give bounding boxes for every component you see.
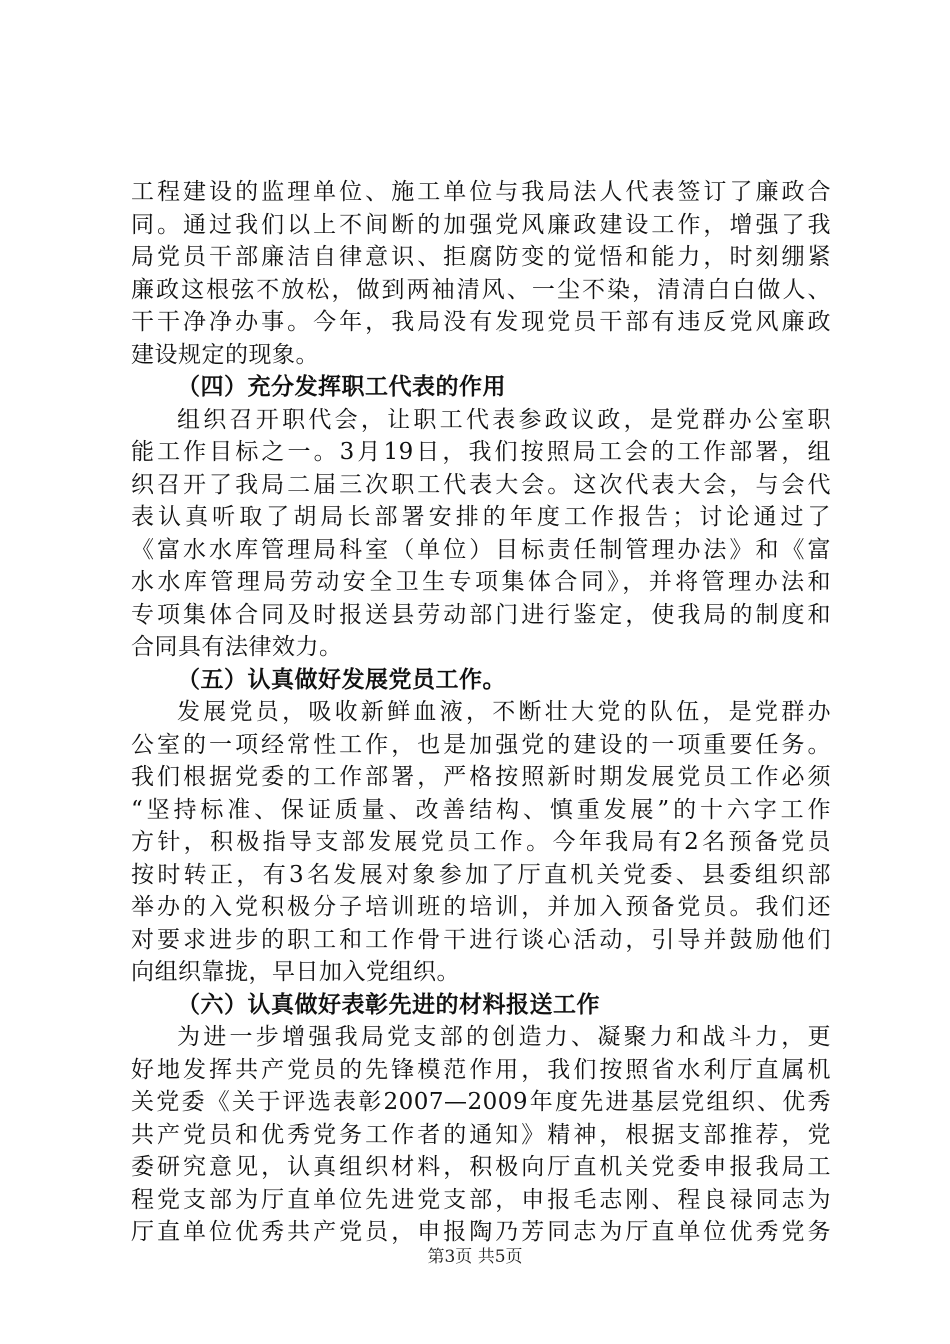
text-line: 共产党员和优秀党务工作者的通知》精神，根据支部推荐，党 bbox=[131, 1121, 831, 1148]
text-line: 组织召开职代会，让职工代表参政议政，是党群办公室职 bbox=[177, 406, 831, 433]
text-line: 好地发挥共产党员的先锋模范作用，我们按照省水利厅直属机 bbox=[131, 1056, 831, 1083]
section-heading: （五）认真做好发展党员工作。 bbox=[177, 666, 506, 693]
text-line: 对要求进步的职工和工作骨干进行谈心活动，引导并鼓励他们 bbox=[131, 926, 831, 953]
page-footer: 第3页 共5页 bbox=[427, 1247, 523, 1267]
text-line: 我们根据党委的工作部署，严格按照新时期发展党员工作必须 bbox=[131, 764, 831, 790]
text-line: 发展党员，吸收新鲜血液，不断壮大党的队伍，是党群办 bbox=[177, 699, 831, 725]
section-heading: （六）认真做好表彰先进的材料报送工作 bbox=[177, 991, 600, 1018]
text-line: 向组织靠拢，早日加入党组织。 bbox=[131, 959, 460, 985]
text-line: 厅直单位优秀共产党员，申报陶乃芳同志为厅直单位优秀党务 bbox=[131, 1219, 831, 1245]
document-body bbox=[131, 176, 831, 1249]
text-line: 同。通过我们以上不间断的加强党风廉政建设工作，增强了我 bbox=[131, 211, 831, 238]
text-line: 能工作目标之一。3月19日，我们按照局工会的工作部署，组 bbox=[131, 439, 831, 465]
text-line: 公室的一项经常性工作，也是加强党的建设的一项重要任务。 bbox=[131, 731, 831, 758]
text-line: “坚持标准、保证质量、改善结构、慎重发展”的十六字工作 bbox=[131, 796, 831, 823]
text-line: 局党员干部廉洁自律意识、拒腐防变的觉悟和能力，时刻绷紧 bbox=[131, 244, 831, 270]
text-line: 合同具有法律效力。 bbox=[131, 634, 343, 660]
text-line: 关党委《关于评选表彰2007—2009年度先进基层党组织、优秀 bbox=[131, 1089, 831, 1115]
text-line: 水水库管理局劳动安全卫生专项集体合同》，并将管理办法和 bbox=[131, 569, 831, 595]
text-line: 织召开了我局二届三次职工代表大会。这次代表大会，与会代 bbox=[131, 471, 831, 498]
text-line: 程党支部为厅直单位先进党支部，申报毛志刚、程良禄同志为 bbox=[131, 1186, 831, 1213]
text-line: 表认真听取了胡局长部署安排的年度工作报告；讨论通过了 bbox=[131, 504, 831, 530]
text-line: 为进一步增强我局党支部的创造力、凝聚力和战斗力，更 bbox=[177, 1024, 831, 1050]
text-line: 干干净净办事。今年，我局没有发现党员干部有违反党风廉政 bbox=[131, 309, 831, 335]
text-line: 委研究意见，认真组织材料，积极向厅直机关党委申报我局工 bbox=[131, 1154, 831, 1180]
text-line: 《富水水库管理局科室（单位）目标责任制管理办法》和《富 bbox=[131, 536, 831, 563]
text-line: 建设规定的现象。 bbox=[131, 341, 319, 368]
text-line: 举办的入党积极分子培训班的培训，并加入预备党员。我们还 bbox=[131, 894, 831, 920]
text-line: 方针，积极指导支部发展党员工作。今年我局有2名预备党员 bbox=[131, 829, 831, 855]
section-heading: （四）充分发挥职工代表的作用 bbox=[177, 374, 506, 400]
text-line: 工程建设的监理单位、施工单位与我局法人代表签订了廉政合 bbox=[131, 179, 831, 205]
text-line: 按时转正，有3名发展对象参加了厅直机关党委、县委组织部 bbox=[131, 861, 831, 888]
text-line: 专项集体合同及时报送县劳动部门进行鉴定，使我局的制度和 bbox=[131, 601, 831, 628]
text-line: 廉政这根弦不放松，做到两袖清风、一尘不染，清清白白做人、 bbox=[131, 276, 831, 303]
